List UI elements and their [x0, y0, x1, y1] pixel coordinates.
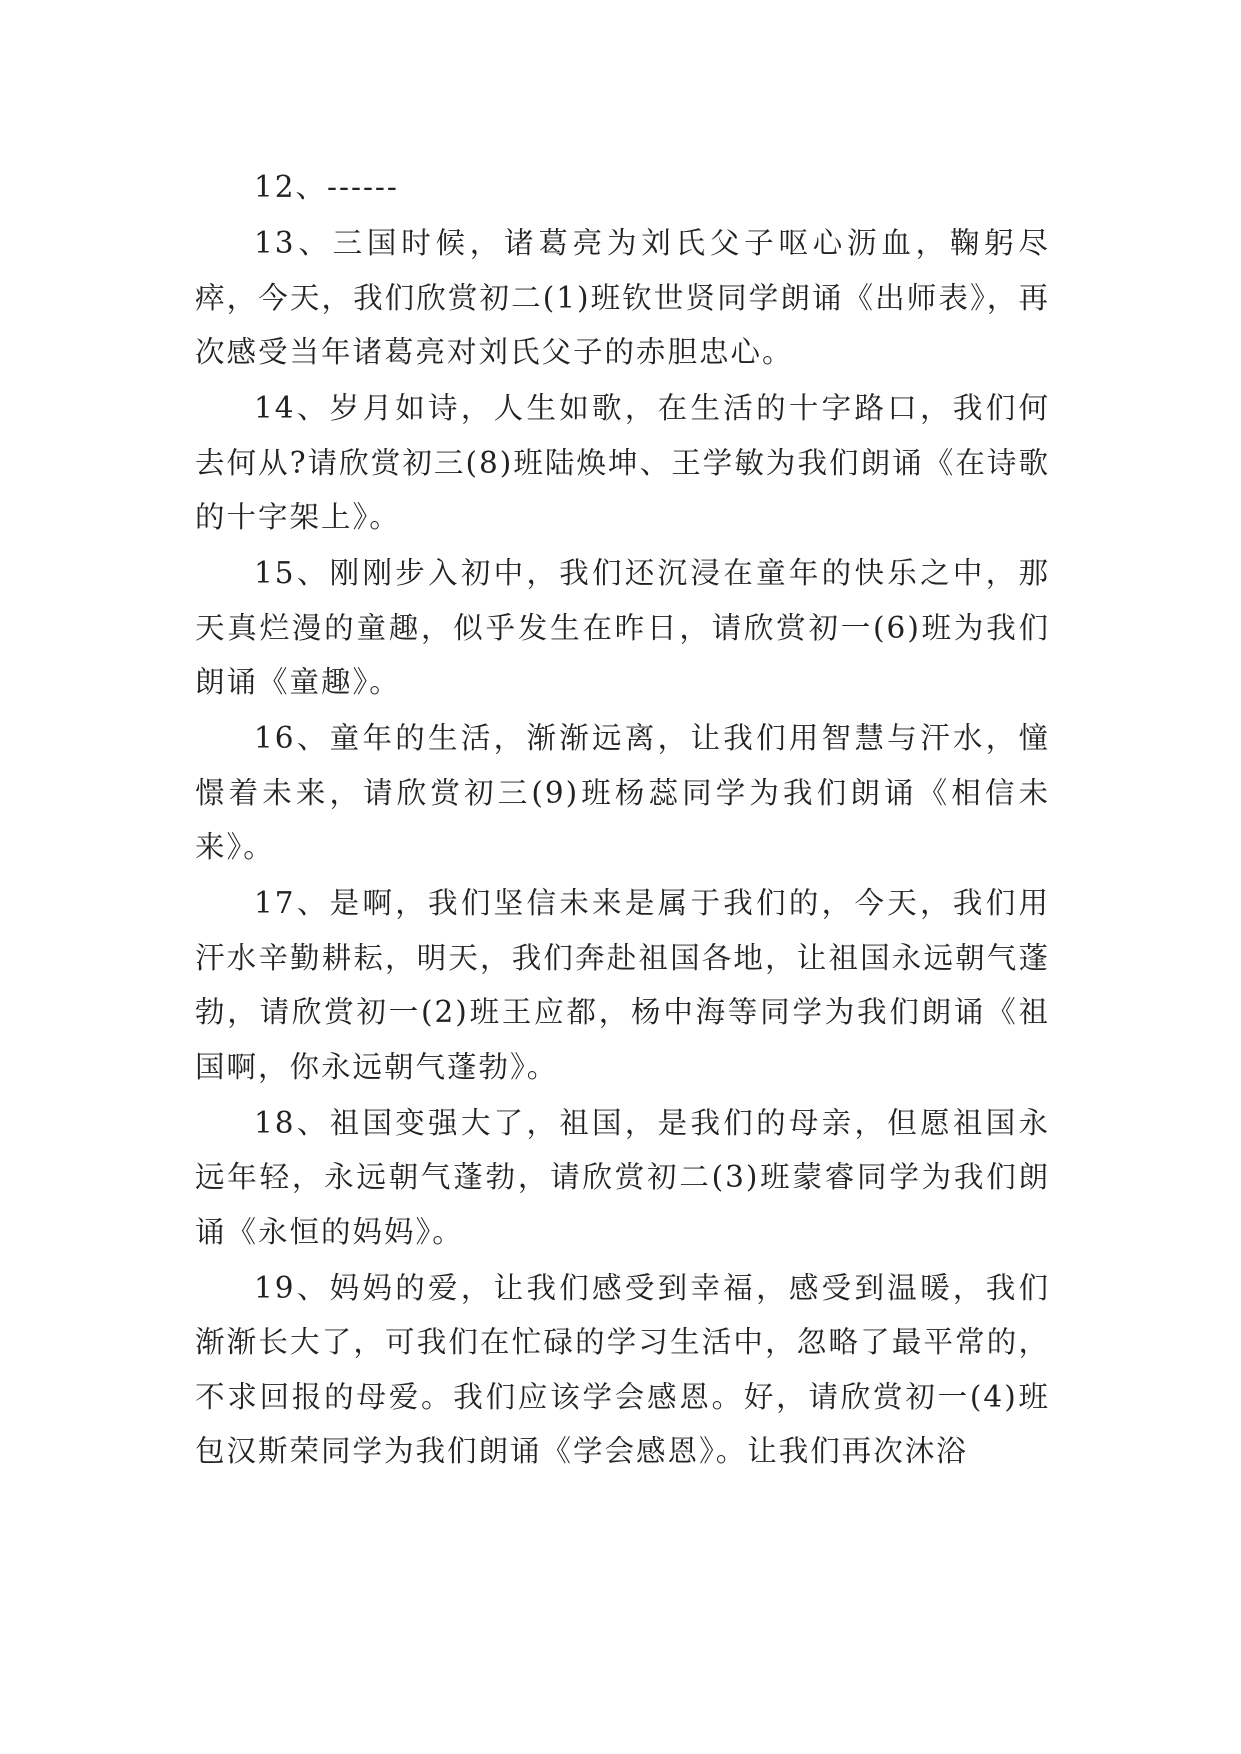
paragraph-15: 15、刚刚步入初中，我们还沉浸在童年的快乐之中，那天真烂漫的童趣，似乎发生在昨日，请欣赏初一(6)班为我们朗诵《童趣》。 — [195, 556, 1050, 699]
paragraph-19: 19、妈妈的爱，让我们感受到幸福，感受到温暖，我们渐渐长大了，可我们在忙碌的学习生活中，忽略了最平常的，不求回报的母爱。我们应该学会感恩。好，请欣赏初一(4)班包汉斯荣同学为我们朗诵《学会感恩》。让我们再次沐浴 — [195, 1270, 1050, 1468]
document-body — [195, 160, 1050, 1480]
paragraph-13: 13、三国时候，诸葛亮为刘氏父子呕心沥血，鞠躬尽瘁，今天，我们欣赏初二(1)班钦世贤同学朗诵《出师表》，再次感受当年诸葛亮对刘氏父子的赤胆忠心。 — [195, 226, 1050, 369]
paragraph-18: 18、祖国变强大了，祖国，是我们的母亲，但愿祖国永远年轻，永远朝气蓬勃，请欣赏初二(3)班蒙睿同学为我们朗诵《永恒的妈妈》。 — [195, 1105, 1050, 1249]
paragraph-12: 12、------ — [254, 170, 399, 204]
paragraph-14: 14、岁月如诗，人生如歌，在生活的十字路口，我们何去何从?请欣赏初三(8)班陆焕坤、王学敏为我们朗诵《在诗歌的十字架上》。 — [195, 391, 1050, 534]
paragraph-16: 16、童年的生活，渐渐远离，让我们用智慧与汗水，憧憬着未来，请欣赏初三(9)班杨蕊同学为我们朗诵《相信未来》。 — [195, 721, 1050, 864]
paragraph-17: 17、是啊，我们坚信未来是属于我们的，今天，我们用汗水辛勤耕耘，明天，我们奔赴祖国各地，让祖国永远朝气蓬勃，请欣赏初一(2)班王应都，杨中海等同学为我们朗诵《祖国啊，你永远朝气蓬勃》。 — [195, 886, 1050, 1084]
